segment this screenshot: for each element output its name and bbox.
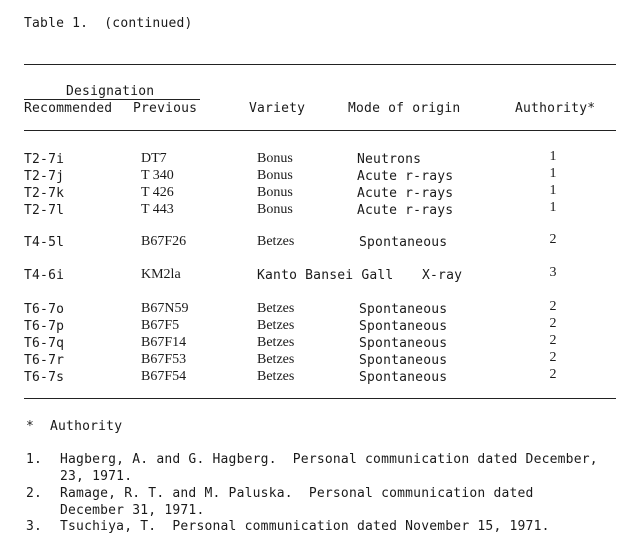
top-rule [24, 64, 616, 65]
cell-rec: T4-5l [24, 235, 65, 250]
recommended-header: Recommended [24, 101, 113, 116]
table-title: Table 1. (continued) [24, 16, 193, 31]
cell-mode: Spontaneous [359, 370, 448, 385]
footnote-star: * [26, 419, 35, 434]
cell-variety: Betzes [257, 318, 295, 333]
cell-rec: T6-7p [24, 319, 65, 334]
cell-prev: T 340 [141, 168, 174, 183]
cell-rec: T4-6i [24, 268, 65, 283]
cell-rec: T6-7q [24, 336, 65, 351]
cell-variety: Betzes [257, 369, 295, 384]
cell-mode: Acute r-rays [357, 203, 454, 218]
ref-text: Ramage, R. T. and M. Paluska. Personal communication dated [60, 486, 534, 501]
cell-prev: B67F53 [141, 352, 187, 367]
cell-variety: Bonus [257, 185, 293, 200]
cell-auth: 1 [549, 183, 557, 198]
cell-variety: Betzes [257, 335, 295, 350]
cell-auth: 2 [549, 316, 557, 331]
cell-mode: X-ray [422, 268, 463, 283]
cell-variety: Bonus [257, 151, 293, 166]
cell-mode: Spontaneous [359, 235, 448, 250]
mode-header: Mode of origin [348, 101, 461, 116]
cell-mode: Spontaneous [359, 336, 448, 351]
cell-variety: Bonus [257, 202, 293, 217]
ref-number: 3. [26, 519, 43, 534]
cell-mode: Neutrons [357, 152, 422, 167]
header-rule [24, 130, 616, 131]
cell-mode: Acute r-rays [357, 186, 454, 201]
footnote-heading: Authority [50, 419, 123, 434]
cell-prev: B67F14 [141, 335, 187, 350]
cell-auth: 2 [549, 367, 557, 382]
cell-rec: T2-7i [24, 152, 65, 167]
ref-text-continued: 23, 1971. [60, 469, 133, 484]
cell-auth: 3 [549, 265, 557, 280]
variety-header: Variety [249, 101, 306, 116]
authority-header: Authority* [515, 101, 596, 116]
cell-prev: DT7 [141, 151, 167, 166]
cell-auth: 2 [549, 299, 557, 314]
cell-variety: Kanto Bansei Gall [257, 268, 394, 283]
cell-rec: T2-7k [24, 186, 65, 201]
cell-auth: 1 [549, 166, 557, 181]
cell-auth: 2 [549, 350, 557, 365]
cell-prev: B67F5 [141, 318, 180, 333]
cell-mode: Spontaneous [359, 302, 448, 317]
cell-prev: B67F26 [141, 234, 187, 249]
bottom-rule [24, 398, 616, 399]
cell-prev: T 426 [141, 185, 174, 200]
designation-header: Designation [66, 84, 155, 99]
ref-number: 2. [26, 486, 43, 501]
cell-variety: Betzes [257, 301, 295, 316]
ref-number: 1. [26, 452, 43, 467]
cell-auth: 2 [549, 333, 557, 348]
cell-variety: Bonus [257, 168, 293, 183]
designation-underline [24, 99, 200, 100]
cell-auth: 2 [549, 232, 557, 247]
cell-rec: T6-7r [24, 353, 65, 368]
cell-prev: B67F54 [141, 369, 187, 384]
cell-rec: T6-7s [24, 370, 65, 385]
cell-prev: KM2la [141, 267, 181, 282]
cell-auth: 1 [549, 149, 557, 164]
cell-variety: Betzes [257, 352, 295, 367]
ref-text-continued: December 31, 1971. [60, 503, 205, 518]
ref-text: Tsuchiya, T. Personal communication dated November 15, 1971. [60, 519, 550, 534]
cell-rec: T6-7o [24, 302, 65, 317]
cell-mode: Spontaneous [359, 319, 448, 334]
cell-prev: B67N59 [141, 301, 189, 316]
cell-prev: T 443 [141, 202, 174, 217]
cell-rec: T2-7j [24, 169, 65, 184]
previous-header: Previous [133, 101, 198, 116]
ref-text: Hagberg, A. and G. Hagberg. Personal communication dated December, [60, 452, 598, 467]
cell-mode: Spontaneous [359, 353, 448, 368]
cell-variety: Betzes [257, 234, 295, 249]
cell-auth: 1 [549, 200, 557, 215]
cell-mode: Acute r-rays [357, 169, 454, 184]
cell-rec: T2-7l [24, 203, 65, 218]
